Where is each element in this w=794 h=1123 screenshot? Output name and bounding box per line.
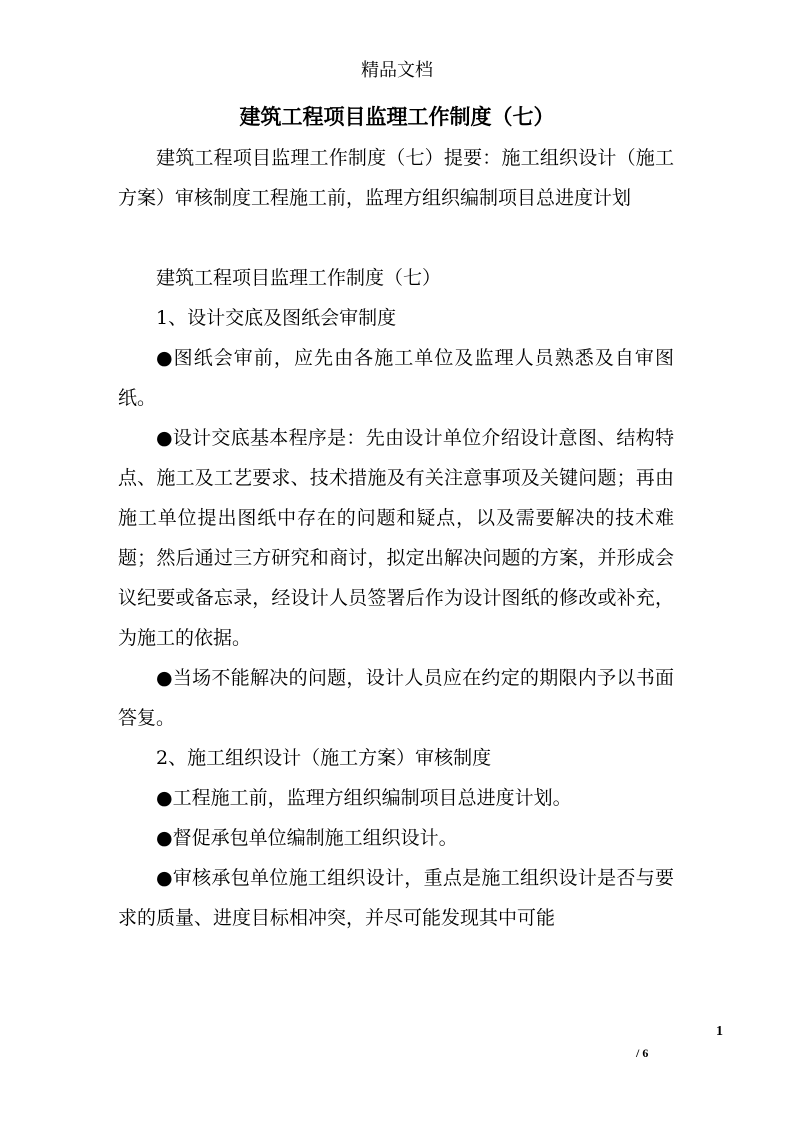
bullet-item: ●图纸会审前，应先由各施工单位及监理人员熟悉及自审图纸。 [118, 347, 674, 409]
section-heading-1: 1、设计交底及图纸会审制度 [156, 307, 397, 329]
paragraph-subtitle: 建筑工程项目监理工作制度（七） [156, 267, 442, 289]
page-number: 1 [716, 1024, 723, 1039]
paragraph-summary: 建筑工程项目监理工作制度（七）提要：施工组织设计（施工方案）审核制度工程施工前，监理方组织编制项目总进度计划 [118, 147, 674, 209]
page-total: / 6 [636, 1046, 649, 1060]
bullet-item: ●设计交底基本程序是：先由设计单位介绍设计意图、结构特点、施工及工艺要求、技术措施及有关注意事项及关键问题；再由施工单位提出图纸中存在的问题和疑点，以及需要解决的技术难题；然后通过三方研究和商讨，拟定出解决问题的方案，并形成会议纪要或备忘录，经设计人员签署后作为设计图纸的修改或补充，为施工的依据。 [118, 427, 674, 649]
bullet-item: ●工程施工前，监理方组织编制项目总进度计划。 [156, 787, 572, 809]
document-body [118, 138, 674, 938]
document-title: 建筑工程项目监理工作制度（七） [239, 104, 555, 129]
page-header: 精品文档 [361, 60, 433, 81]
bullet-item: ●当场不能解决的问题，设计人员应在约定的期限内予以书面答复。 [118, 667, 674, 729]
section-heading-2: 2、施工组织设计（施工方案）审核制度 [156, 747, 492, 769]
bullet-item: ●审核承包单位施工组织设计，重点是施工组织设计是否与要求的质量、进度目标相冲突，并尽可能发现其中可能 [118, 867, 674, 929]
bullet-item: ●督促承包单位编制施工组织设计。 [156, 827, 458, 849]
